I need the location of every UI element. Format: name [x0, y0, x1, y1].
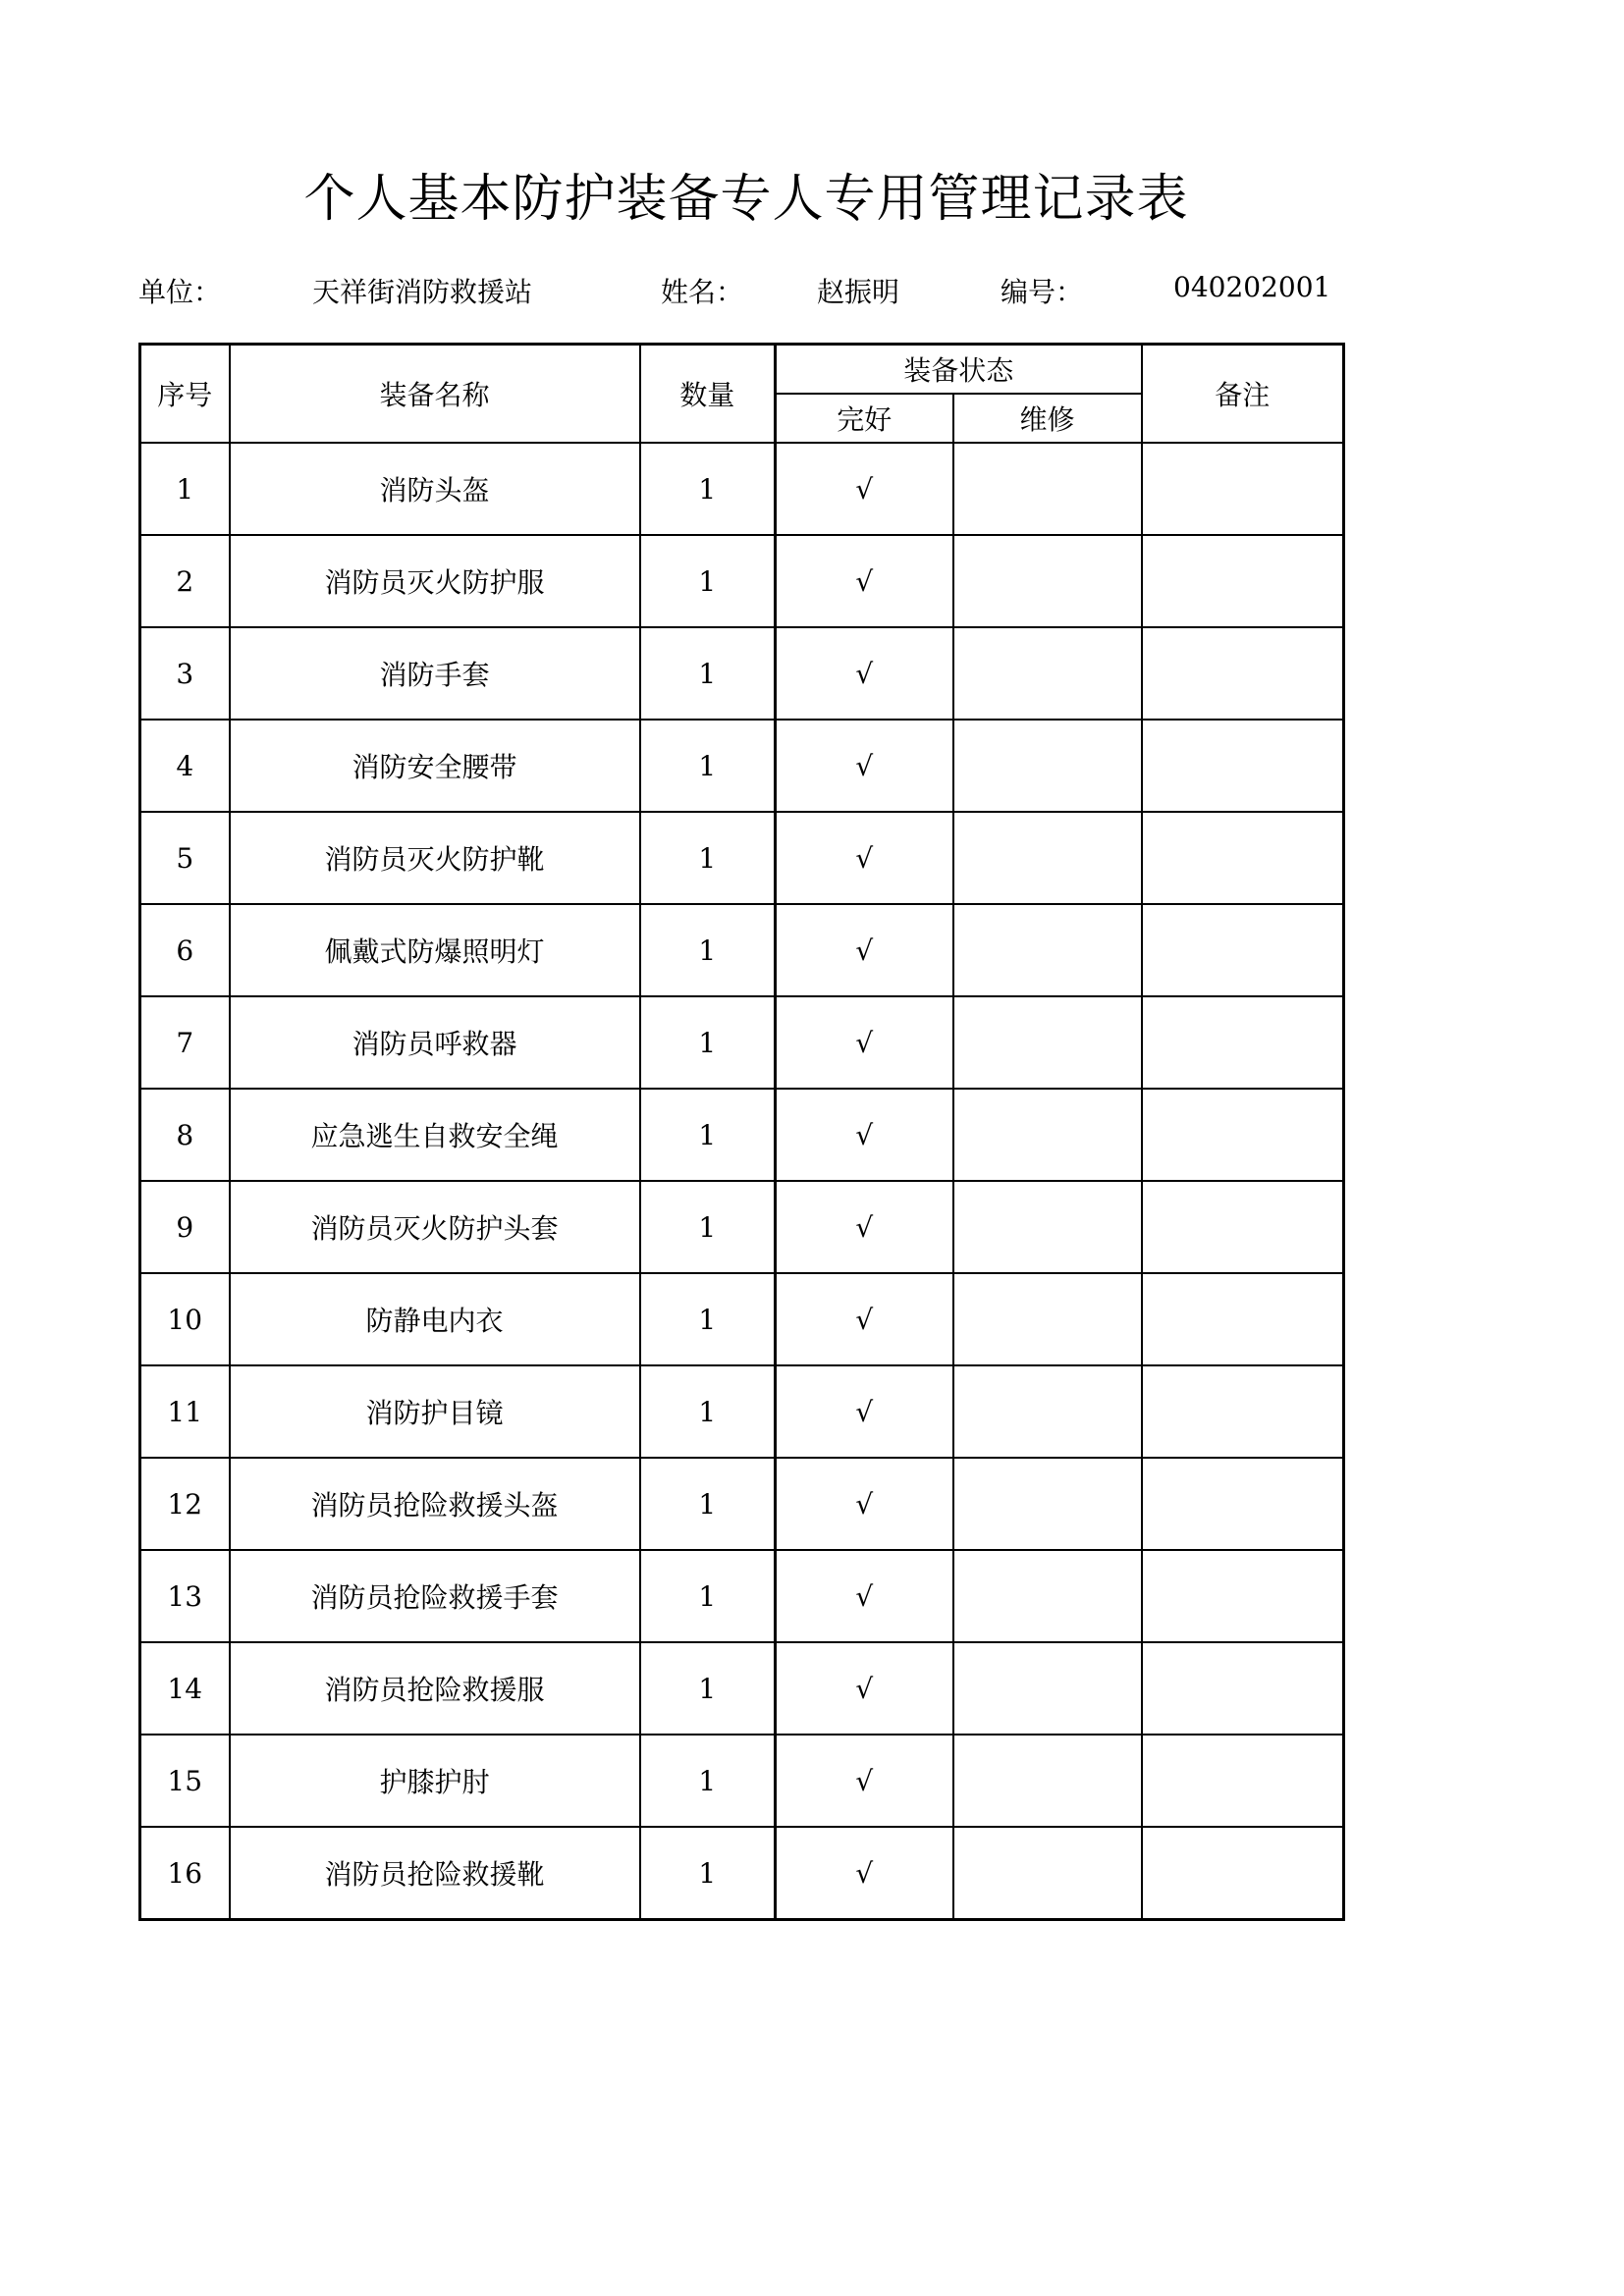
row-remark [1142, 627, 1344, 720]
row-no: 4 [140, 720, 230, 812]
name-label: 姓名： [661, 276, 744, 308]
row-repair [953, 1458, 1142, 1550]
row-repair [953, 1365, 1142, 1458]
row-no: 3 [140, 627, 230, 720]
row-repair [953, 812, 1142, 904]
row-remark [1142, 443, 1344, 535]
row-good: √ [776, 443, 953, 535]
table-row [140, 627, 1344, 720]
row-item: 消防员呼救器 [230, 996, 640, 1089]
row-repair [953, 627, 1142, 720]
row-no: 9 [140, 1181, 230, 1273]
row-remark [1142, 1181, 1344, 1273]
row-good: √ [776, 627, 953, 720]
row-repair [953, 1642, 1142, 1735]
row-qty: 1 [640, 1827, 776, 1920]
row-item: 消防护目镜 [230, 1365, 640, 1458]
row-good: √ [776, 1273, 953, 1365]
row-qty: 1 [640, 720, 776, 812]
name-value: 赵振明 [817, 276, 900, 308]
table-row [140, 443, 1344, 535]
row-no: 14 [140, 1642, 230, 1735]
row-no: 16 [140, 1827, 230, 1920]
row-repair [953, 443, 1142, 535]
table-row [140, 1089, 1344, 1181]
page-title: 个人基本防护装备专人专用管理记录表 [303, 170, 1189, 229]
row-remark [1142, 720, 1344, 812]
table-row [140, 1735, 1344, 1827]
row-item: 消防手套 [230, 627, 640, 720]
row-qty: 1 [640, 1550, 776, 1642]
header-no: 序号 [140, 345, 230, 444]
table-row [140, 720, 1344, 812]
row-no: 6 [140, 904, 230, 996]
unit-value: 天祥街消防救援站 [312, 276, 533, 308]
row-repair [953, 720, 1142, 812]
row-item: 消防员灭火防护靴 [230, 812, 640, 904]
row-item: 消防员抢险救援服 [230, 1642, 640, 1735]
row-repair [953, 1827, 1142, 1920]
row-item: 消防员灭火防护服 [230, 535, 640, 627]
table-row [140, 1827, 1344, 1920]
row-good: √ [776, 1550, 953, 1642]
row-qty: 1 [640, 535, 776, 627]
row-good: √ [776, 1735, 953, 1827]
row-remark [1142, 535, 1344, 627]
row-remark [1142, 1642, 1344, 1735]
table-row [140, 1365, 1344, 1458]
row-no: 5 [140, 812, 230, 904]
row-repair [953, 1550, 1142, 1642]
equipment-table [138, 343, 1345, 1921]
row-good: √ [776, 1181, 953, 1273]
row-no: 2 [140, 535, 230, 627]
row-remark [1142, 904, 1344, 996]
row-no: 11 [140, 1365, 230, 1458]
row-no: 10 [140, 1273, 230, 1365]
row-good: √ [776, 996, 953, 1089]
row-good: √ [776, 1827, 953, 1920]
header-qty: 数量 [640, 345, 776, 444]
row-qty: 1 [640, 1089, 776, 1181]
row-no: 1 [140, 443, 230, 535]
row-item: 应急逃生自救安全绳 [230, 1089, 640, 1181]
row-item: 佩戴式防爆照明灯 [230, 904, 640, 996]
row-repair [953, 1181, 1142, 1273]
table-row [140, 535, 1344, 627]
row-no: 7 [140, 996, 230, 1089]
header-status: 装备状态 [776, 345, 1142, 395]
row-item: 消防员抢险救援头盔 [230, 1458, 640, 1550]
header-item: 装备名称 [230, 345, 640, 444]
row-item: 防静电内衣 [230, 1273, 640, 1365]
table-row [140, 996, 1344, 1089]
row-repair [953, 1273, 1142, 1365]
row-remark [1142, 1550, 1344, 1642]
row-good: √ [776, 1365, 953, 1458]
row-item: 消防安全腰带 [230, 720, 640, 812]
row-qty: 1 [640, 443, 776, 535]
row-item: 消防头盔 [230, 443, 640, 535]
header-good: 完好 [776, 394, 953, 443]
row-qty: 1 [640, 812, 776, 904]
row-qty: 1 [640, 627, 776, 720]
table-row [140, 904, 1344, 996]
row-good: √ [776, 904, 953, 996]
header-remark: 备注 [1142, 345, 1344, 444]
id-label: 编号： [1001, 276, 1084, 308]
row-item: 消防员灭火防护头套 [230, 1181, 640, 1273]
row-good: √ [776, 1089, 953, 1181]
row-good: √ [776, 1458, 953, 1550]
row-repair [953, 1735, 1142, 1827]
row-qty: 1 [640, 996, 776, 1089]
row-good: √ [776, 1642, 953, 1735]
row-good: √ [776, 720, 953, 812]
table-row [140, 1642, 1344, 1735]
row-item: 消防员抢险救援手套 [230, 1550, 640, 1642]
row-qty: 1 [640, 1273, 776, 1365]
header-repair: 维修 [953, 394, 1142, 443]
row-no: 13 [140, 1550, 230, 1642]
id-value: 040202001 [1173, 271, 1331, 303]
row-repair [953, 996, 1142, 1089]
row-good: √ [776, 535, 953, 627]
table-row [140, 812, 1344, 904]
table-row [140, 1273, 1344, 1365]
unit-label: 单位： [138, 276, 222, 308]
row-qty: 1 [640, 1735, 776, 1827]
row-qty: 1 [640, 1642, 776, 1735]
row-no: 8 [140, 1089, 230, 1181]
row-remark [1142, 1365, 1344, 1458]
row-item: 护膝护肘 [230, 1735, 640, 1827]
row-qty: 1 [640, 1458, 776, 1550]
header-row [140, 345, 1344, 395]
row-remark [1142, 1735, 1344, 1827]
row-remark [1142, 996, 1344, 1089]
row-qty: 1 [640, 1365, 776, 1458]
table-row [140, 1181, 1344, 1273]
row-item: 消防员抢险救援靴 [230, 1827, 640, 1920]
row-repair [953, 904, 1142, 996]
row-remark [1142, 812, 1344, 904]
row-qty: 1 [640, 1181, 776, 1273]
row-no: 12 [140, 1458, 230, 1550]
table-row [140, 1458, 1344, 1550]
row-remark [1142, 1458, 1344, 1550]
row-remark [1142, 1827, 1344, 1920]
row-remark [1142, 1089, 1344, 1181]
row-good: √ [776, 812, 953, 904]
row-qty: 1 [640, 904, 776, 996]
row-repair [953, 535, 1142, 627]
row-remark [1142, 1273, 1344, 1365]
row-repair [953, 1089, 1142, 1181]
row-no: 15 [140, 1735, 230, 1827]
table-row [140, 1550, 1344, 1642]
